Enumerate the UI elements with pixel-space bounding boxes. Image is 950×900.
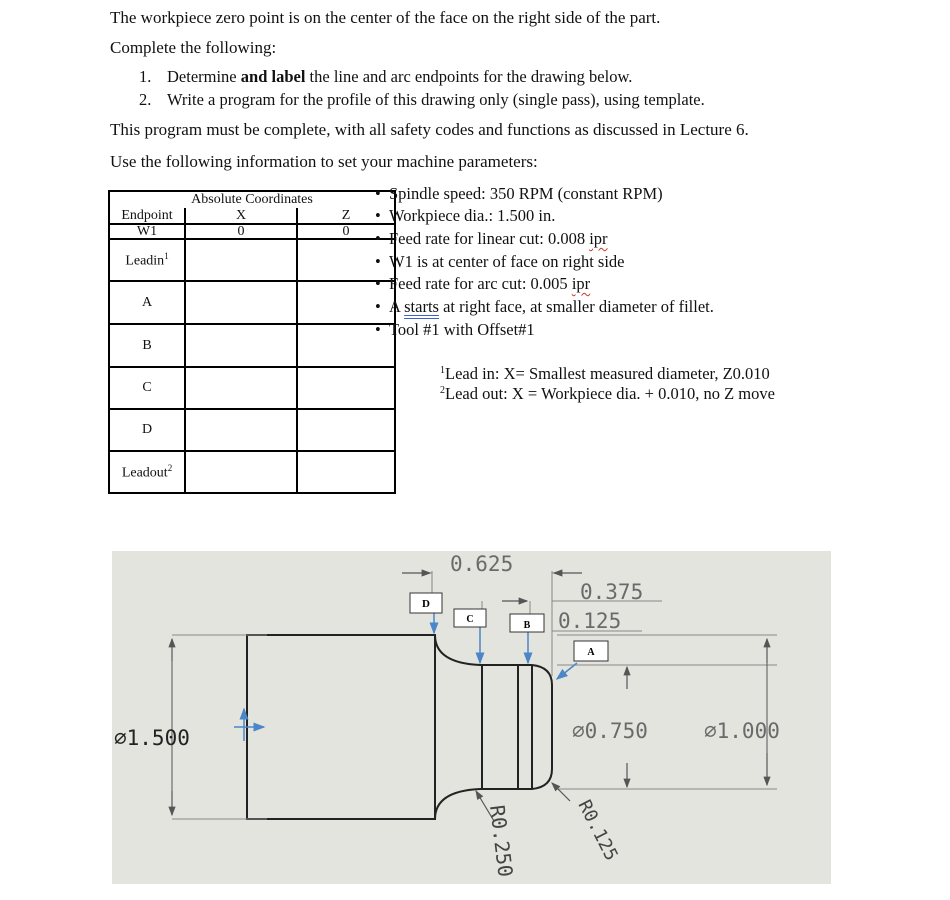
param-text: A: [389, 297, 405, 316]
param-text: Workpiece dia.: 1.500 in.: [389, 206, 556, 225]
dim-0625: 0.625: [450, 552, 514, 576]
point-label-c: [454, 609, 486, 627]
bullet-icon: •: [375, 229, 381, 248]
cell-x[interactable]: [185, 409, 297, 451]
drawing-background: [112, 551, 831, 884]
bullet-icon: •: [375, 252, 381, 271]
footnote-sup: 1: [440, 365, 445, 376]
intro-line-3: This program must be complete, with all safety codes and functions as discussed in Lecture 6.: [110, 120, 749, 139]
point-label-text: C: [466, 614, 474, 625]
footnote-text: Lead in: X= Smallest measured diameter, Z0.010: [445, 364, 770, 383]
bullet-icon: •: [375, 274, 381, 293]
param-bullet: [375, 297, 714, 317]
footnote-sup: 2: [440, 385, 445, 396]
point-label-text: D: [422, 598, 430, 610]
task-item-2: [139, 90, 705, 110]
footnote-text: Lead out: X = Workpiece dia. + 0.010, no Z move: [445, 384, 775, 403]
cell-x[interactable]: [185, 451, 297, 493]
task-number: 1.: [139, 67, 152, 86]
dim-r0125: R0.125: [573, 796, 622, 865]
part-drawing: [112, 551, 831, 884]
cell-x: 0: [185, 224, 297, 239]
param-text: Spindle speed: 350 RPM (constant RPM): [389, 184, 663, 203]
row-label: [109, 451, 185, 493]
point-label-text: A: [587, 647, 595, 658]
intro-line-1: The workpiece zero point is on the center of the face on the right side of the part.: [110, 8, 661, 27]
cell-x[interactable]: [185, 239, 297, 281]
dim-0125: 0.125: [558, 609, 622, 633]
dim-0375: 0.375: [580, 580, 644, 604]
intro-line-2: Complete the following:: [110, 38, 277, 57]
param-bullet: [375, 274, 590, 294]
row-label: [109, 239, 185, 281]
bullet-icon: •: [375, 184, 381, 203]
cell-z[interactable]: [297, 409, 395, 451]
param-bullet: [375, 229, 608, 249]
task-text-post: the line and arc endpoints for the drawing below.: [305, 67, 633, 86]
param-bullet: [375, 184, 663, 204]
bullet-icon: •: [375, 320, 381, 339]
row-label-sup: 2: [167, 462, 173, 473]
col-header-z: Z: [297, 208, 395, 224]
table-title: Absolute Coordinates: [109, 191, 395, 208]
table-row: [109, 239, 395, 281]
param-bullet: [375, 252, 625, 272]
col-header-x: X: [185, 208, 297, 224]
param-text: W1 is at center of face on right side: [389, 252, 625, 271]
cell-x[interactable]: [185, 281, 297, 324]
dim-dia-1500: ∅1.500: [114, 726, 190, 750]
row-label: W1: [109, 224, 185, 239]
param-unit: ipr: [589, 229, 608, 248]
bullet-icon: •: [375, 206, 381, 225]
task-text: Write a program for the profile of this drawing only (single pass), using template.: [167, 90, 705, 109]
param-text: Tool #1 with Offset#1: [389, 320, 535, 339]
cell-x[interactable]: [185, 324, 297, 367]
row-label: D: [109, 409, 185, 451]
intro-line-4: Use the following information to set your machine parameters:: [110, 152, 538, 171]
table-row: [109, 409, 395, 451]
task-number: 2.: [139, 90, 152, 109]
table-row: [109, 451, 395, 493]
cell-z[interactable]: [297, 451, 395, 493]
cell-z: 0: [297, 224, 395, 239]
dim-r0250: R0.250: [485, 803, 518, 879]
dim-dia-1000: ∅1.000: [704, 719, 780, 743]
table-row: [109, 224, 395, 239]
point-label-d: [410, 593, 442, 613]
point-label-b: [510, 614, 544, 632]
task-text-bold: and label: [240, 67, 306, 86]
param-text: Feed rate for linear cut: 0.008: [389, 229, 590, 248]
coordinates-table: [108, 190, 396, 494]
row-label-text: Leadout: [121, 465, 168, 481]
param-bullet: [375, 320, 535, 340]
param-bullet: [375, 206, 555, 226]
point-label-text: B: [523, 620, 531, 631]
param-text: at right face, at smaller diameter of fillet.: [438, 297, 714, 316]
table-row: [109, 324, 395, 367]
param-unit: ipr: [571, 274, 591, 293]
col-header-endpoint: Endpoint: [109, 208, 185, 224]
point-label-a: [574, 641, 608, 661]
cell-x[interactable]: [185, 367, 297, 409]
table-row: [109, 281, 395, 324]
row-label: B: [109, 324, 185, 367]
footnote-leadin: [440, 364, 770, 384]
param-word: starts: [404, 297, 439, 316]
row-label: A: [109, 281, 185, 324]
table-row: [109, 367, 395, 409]
row-label-sup: 1: [164, 250, 169, 261]
row-label: C: [109, 367, 185, 409]
bullet-icon: •: [375, 297, 381, 316]
footnote-leadout: [440, 384, 775, 404]
task-text-pre: Determine: [167, 67, 241, 86]
dim-dia-0750: ∅0.750: [572, 719, 648, 743]
row-label-text: Leadin: [125, 253, 165, 269]
param-text: Feed rate for arc cut: 0.005: [389, 274, 572, 293]
cell-z[interactable]: [297, 367, 395, 409]
task-item-1: [139, 67, 632, 87]
